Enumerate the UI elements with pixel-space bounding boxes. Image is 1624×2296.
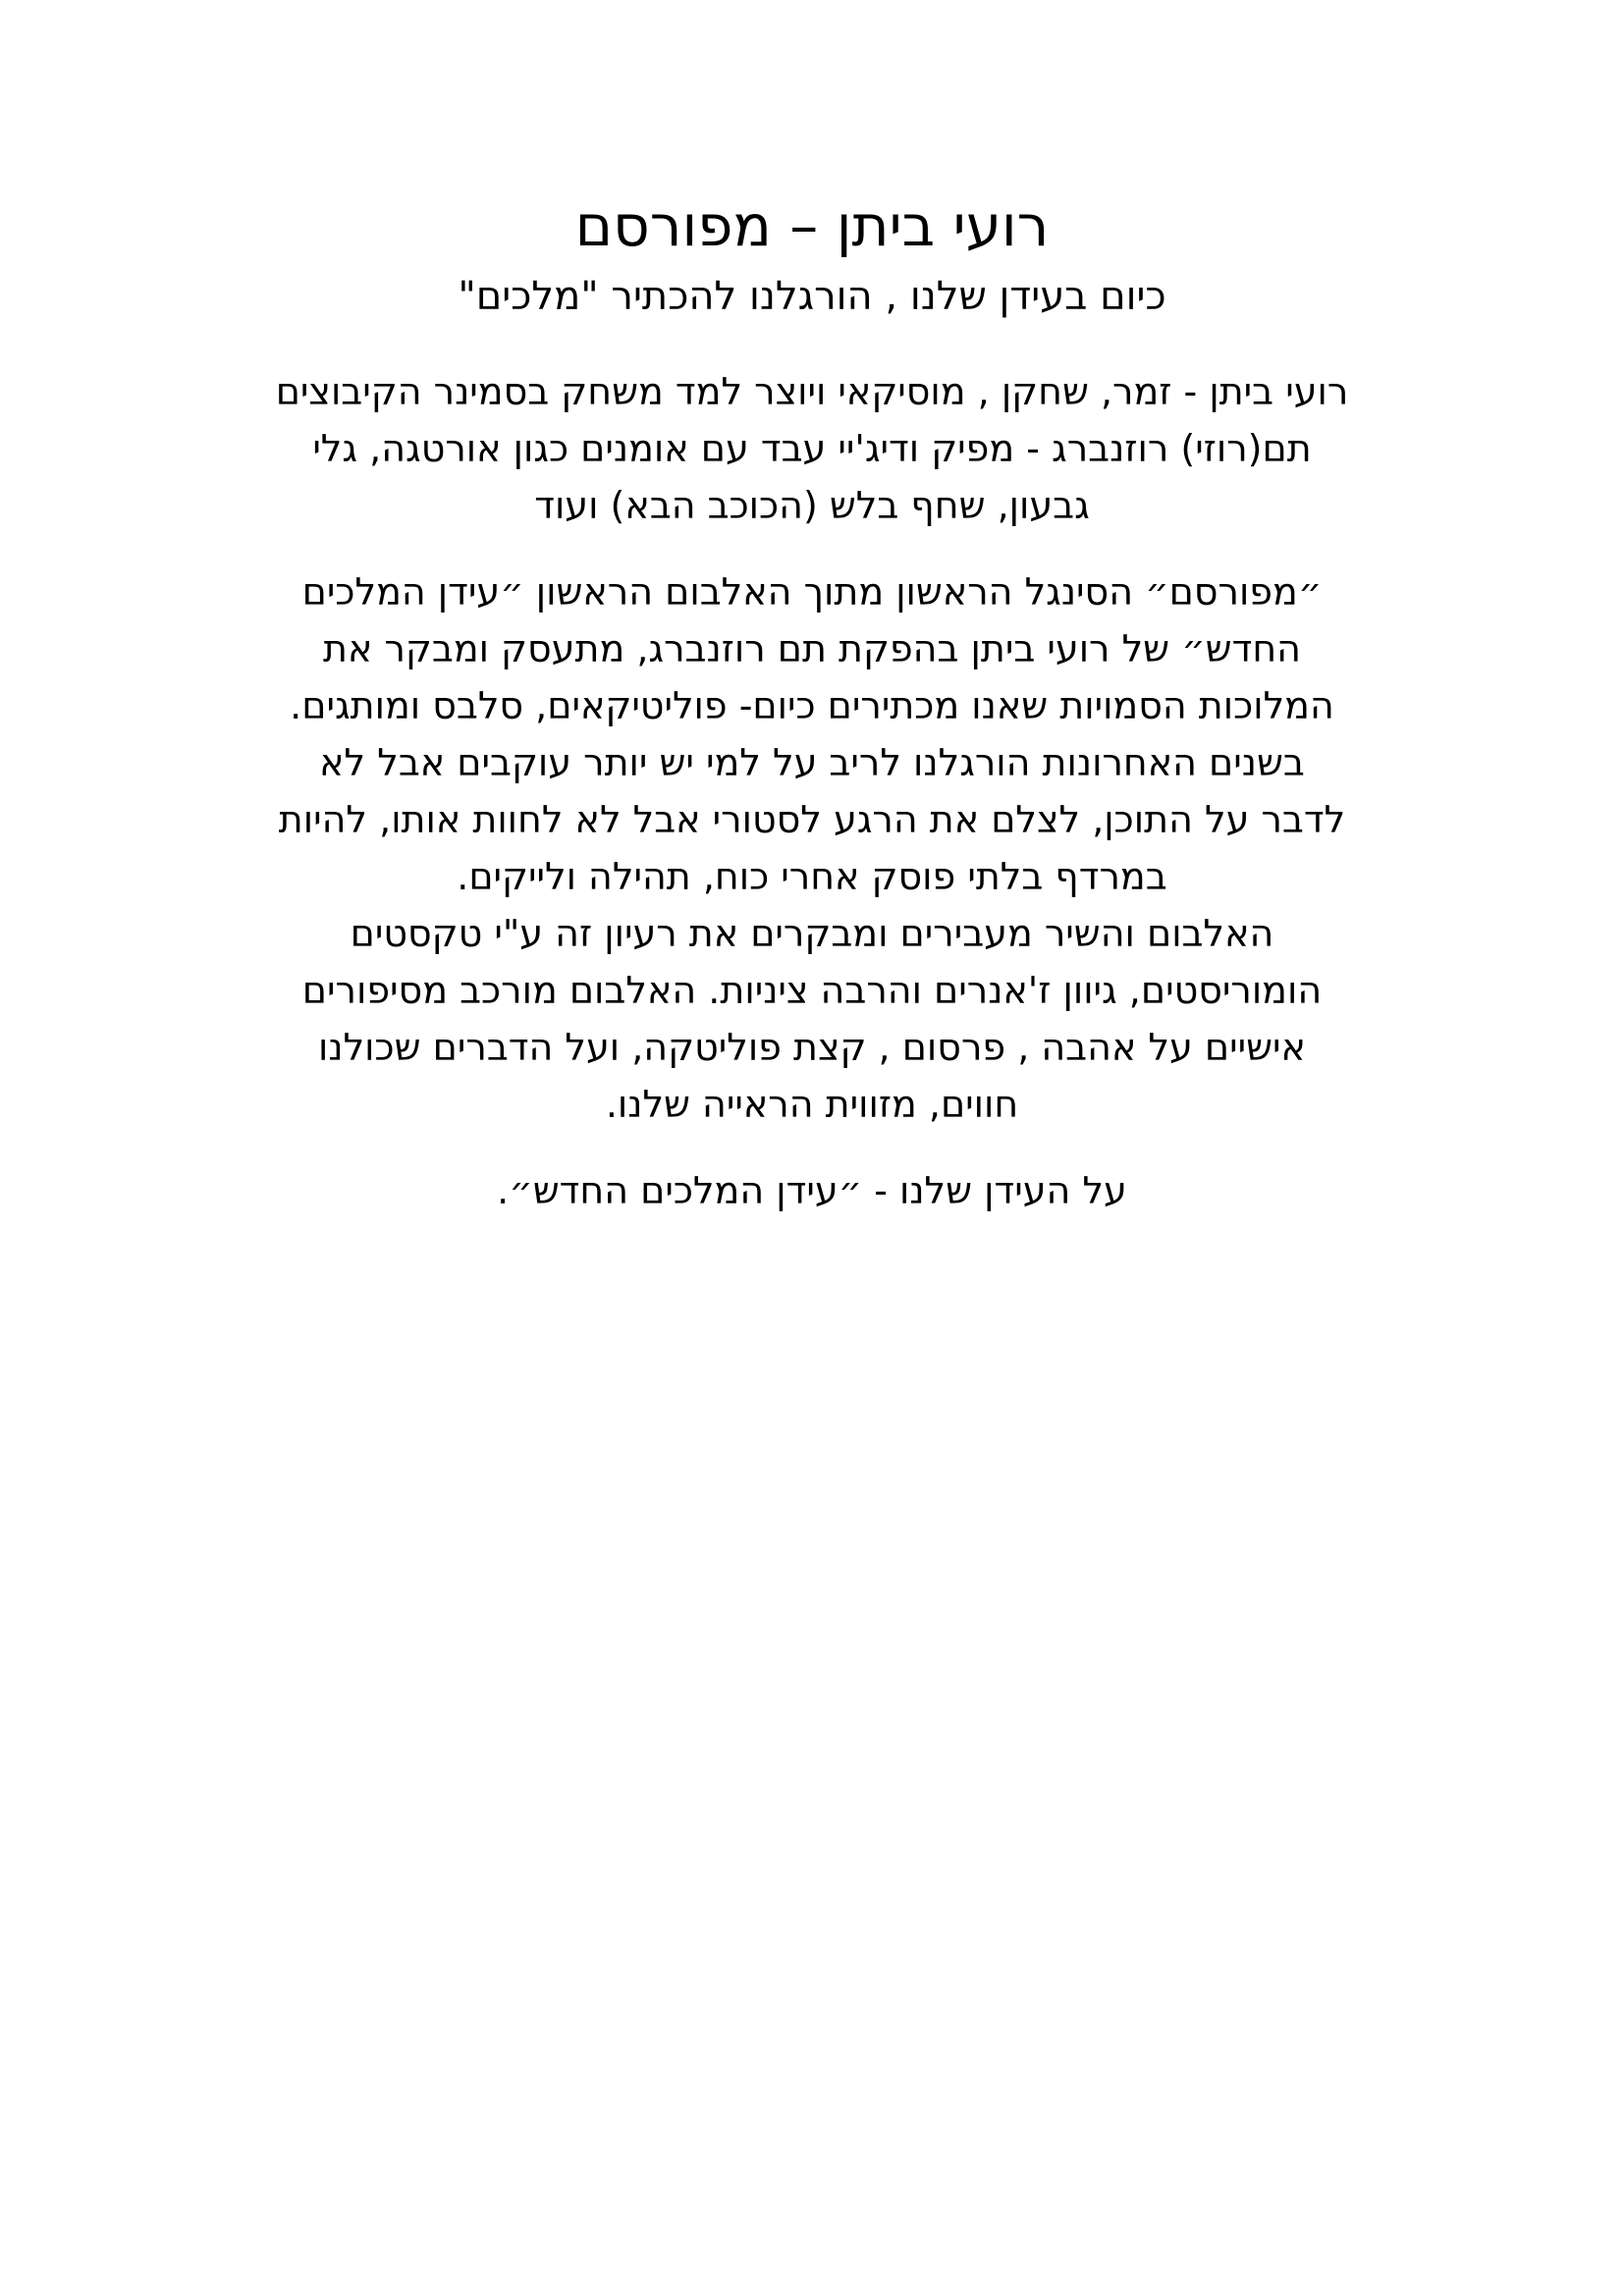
paragraph-intro [0, 363, 1624, 534]
text-line: רועי ביתן - זמר, שחקן , מוסיקאי ויוצר למד משחק בסמינר הקיבוצים [275, 370, 1349, 413]
document-title: רועי ביתן – מפורסם [574, 192, 1050, 259]
text-line: אישיים על אהבה , פרסום , קצת פוליטקה, ועל הדברים שכולנו [318, 1026, 1306, 1069]
document-subtitle: כיום בעידן שלנו , הורגלנו להכתיר "מלכים" [458, 274, 1166, 319]
text-line: תם(רוזי) רוזנברג - מפיק ודיג'יי עבד עם אומנים כגון אורטגה, גלי [312, 427, 1312, 470]
text-line: בשנים האחרונות הורגלנו לריב על למי יש יותר עוקבים אבל לא [319, 741, 1305, 784]
text-line: הומוריסטים, גיוון ז'אנרים והרבה ציניות. האלבום מורכב מסיפורים [301, 969, 1323, 1012]
text-line: לדבר על התוכן, לצלם את הרגע לסטורי אבל לא לחוות אותו, להיות [278, 798, 1346, 841]
paragraph-body [0, 563, 1624, 1133]
text-line: האלבום והשיר מעבירים ומבקרים את רעיון זה ע"י טקסטים [350, 912, 1274, 955]
text-line: חווים, מזווית הראייה שלנו. [605, 1083, 1019, 1126]
text-line: במרדף בלתי פוסק אחרי כוח, תהילה ולייקים. [457, 855, 1167, 898]
text-line: ״מפורסם״ הסינגל הראשון מתוך האלבום הראשון ״עידן המלכים [301, 570, 1323, 614]
text-line: החדש״ של רועי ביתן בהפקת תם רוזנברג, מתעסק ומבקר את [322, 627, 1301, 670]
text-line: גבעון, שחף בלש (הכוכב הבא) ועוד [534, 484, 1090, 527]
paragraph-closing [0, 1162, 1624, 1219]
text-line: על העידן שלנו - ״עידן המלכים החדש״. [497, 1169, 1127, 1212]
text-line: המלוכות הסמויות שאנו מכתירים כיום- פוליטיקאים, סלבס ומותגים. [290, 684, 1334, 727]
